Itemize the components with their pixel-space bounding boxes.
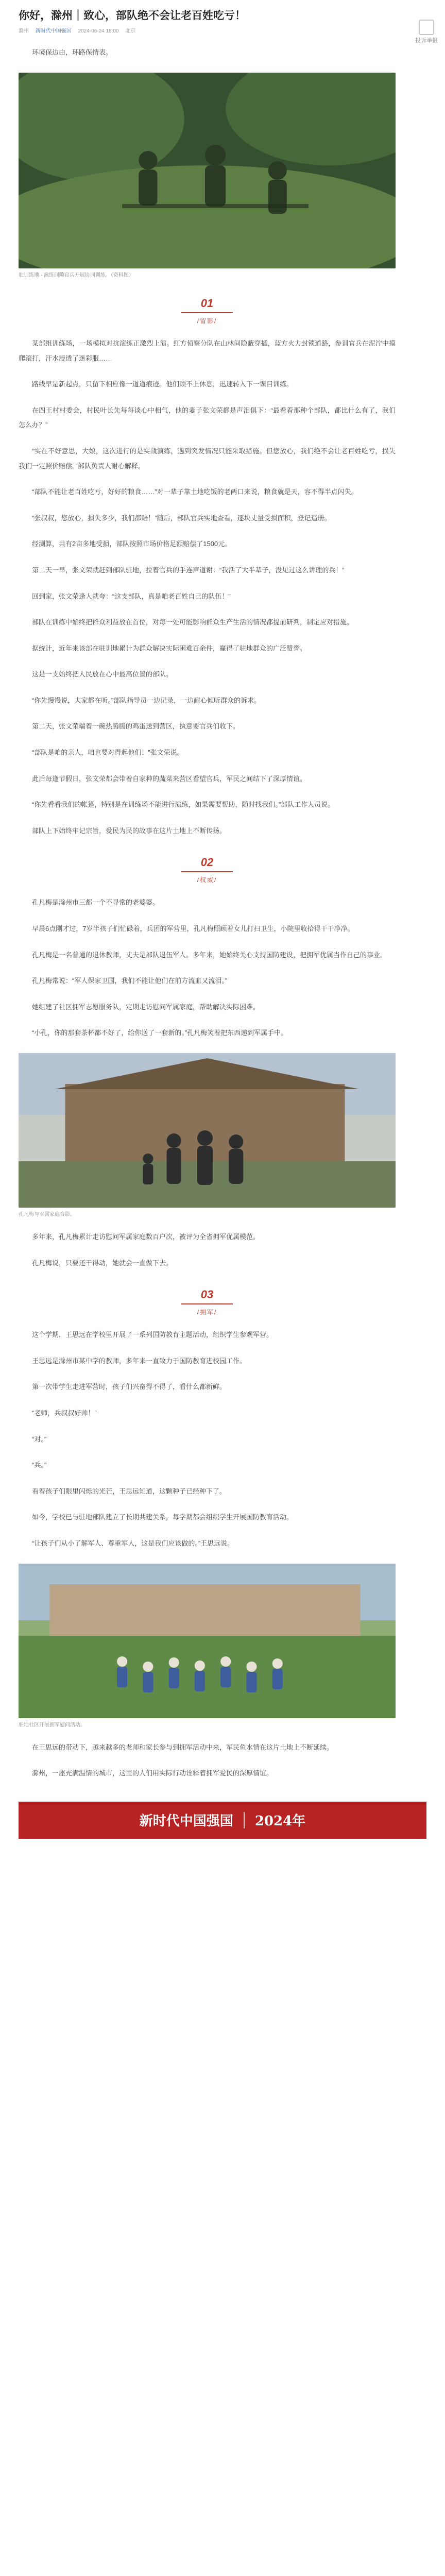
section-heading-3 xyxy=(19,1288,396,1316)
paragraph: 第二天一早，张文荣就赶到部队驻地，拉着官兵的手连声道谢：“我活了大半辈子，没见过这么讲理的兵！” xyxy=(32,566,345,574)
paragraph: 第二天，张文荣端着一碗热腾腾的鸡蛋送到营区，执意要官兵们收下。 xyxy=(32,722,240,731)
section-label: /留影/ xyxy=(197,317,217,325)
figure-caption: 孔凡梅与军属家庭合影。 xyxy=(19,1212,75,1218)
paragraph: 经测算，共有2亩多地受损，部队按照市场价格足额赔偿了1500元。 xyxy=(32,540,232,548)
paragraph: “张叔叔，您放心，损失多少，我们都赔！”随后，部队官兵实地查看，逐块丈量受损面积，登记造册。 xyxy=(32,514,331,522)
article-title: 你好，滁州｜致心，部队绝不会让老百姓吃亏！ xyxy=(19,10,246,22)
section-number: 03 xyxy=(200,1288,214,1301)
paragraph: 在四王村村委会，村民叶长先每每谈心中相气，他的妻子张文荣都是声泪俱下：“最看着那种个部队，都比什么有了，我们怎么办？” xyxy=(19,406,396,429)
section-divider xyxy=(181,312,233,313)
footer-year: 2024年 xyxy=(254,1814,306,1829)
paragraph: 看着孩子们眼里闪烁的光芒，王思远知道，这颗种子已经种下了。 xyxy=(32,1487,227,1495)
paragraph: “对。” xyxy=(32,1435,47,1443)
figure-caption: 驻地社区开展拥军慰问活动。 xyxy=(19,1722,85,1728)
figure-family xyxy=(19,1053,396,1218)
article-author: 滁州 xyxy=(19,28,29,35)
paragraph: 孔凡梅是一名普通的退休教师，丈夫是部队退伍军人。多年来，她始终关心支持国防建设，把拥军优属当作自己的事业。 xyxy=(32,951,387,959)
paragraph: “让孩子们从小了解军人、尊重军人，这是我们应该做的。”王思远说。 xyxy=(32,1539,234,1547)
paragraph: 多年来，孔凡梅累计走访慰问军属家庭数百户次，被评为全省拥军优属模范。 xyxy=(32,1233,260,1241)
figure-training xyxy=(19,73,396,279)
figure-school xyxy=(19,1564,396,1729)
article-body xyxy=(0,45,445,1781)
paragraph: 孔凡梅常说：“军人保家卫国，我们不能让他们在前方流血又流泪。” xyxy=(32,977,228,985)
paragraph: 部队上下始终牢记宗旨，爱民为民的故事在这片土地上不断传扬。 xyxy=(32,826,227,835)
footer-brand-banner xyxy=(19,1802,426,1839)
school-photo xyxy=(19,1564,396,1718)
section-divider xyxy=(181,871,233,872)
article-meta xyxy=(19,26,416,34)
section-label: /权威/ xyxy=(197,876,217,884)
footer-brand-name: 新时代中国强国 xyxy=(139,1814,233,1829)
paragraph: 在王思远的带动下，越来越多的老师和家长参与到拥军活动中来，军民鱼水情在这片土地上不断延续。 xyxy=(32,1743,334,1751)
paragraph: “老师，兵叔叔好帅！” xyxy=(32,1409,97,1417)
report-icon xyxy=(419,20,434,35)
training-photo xyxy=(19,73,396,268)
report-sidebar[interactable] xyxy=(411,20,442,44)
section-number: 01 xyxy=(200,296,214,310)
paragraph: 此后每逢节假日，张文荣都会带着自家种的蔬菜来营区看望官兵，军民之间结下了深厚情谊。 xyxy=(32,774,307,783)
paragraph: 部队在训练中始终把群众利益放在首位，对每一处可能影响群众生产生活的情况都提前研判，制定应对措施。 xyxy=(32,618,354,626)
paragraph: 据统计，近年来该部在驻训地累计为群众解决实际困难百余件，赢得了驻地群众的广泛赞誉。 xyxy=(32,644,307,652)
paragraph: 孔凡梅说，只要还干得动，她就会一直做下去。 xyxy=(32,1259,173,1267)
paragraph: “你先看看我们的帐篷，特别是在训练场不能进行演练，如果需要帮助，随时找我们。”部队工作人员说。 xyxy=(32,801,335,809)
paragraph: “部队不能让老百姓吃亏，好好的粮食……”对一辈子靠土地吃饭的老两口来说，粮食就是天，容不得半点闪失。 xyxy=(32,488,358,496)
section-number: 02 xyxy=(200,856,214,869)
article-header xyxy=(0,0,445,34)
paragraph: “兵。” xyxy=(32,1461,47,1469)
section-label: /拥军/ xyxy=(197,1309,217,1316)
paragraph: “小孔，你的那套茶杯都不好了，给你送了一套新的。”孔凡梅笑着把东西递到军属手中。 xyxy=(32,1029,288,1037)
figure-caption: 驻训练地 · 演练间隙官兵开展协同训练。（资料图） xyxy=(19,272,134,278)
section-heading-2 xyxy=(19,856,396,884)
paragraph: 第一次带学生走进军营时，孩子们兴奋得不得了，看什么都新鲜。 xyxy=(32,1383,227,1391)
paragraph: 某部组训练场，一场模拟对抗演练正激烈上演。红方侦察分队在山林间隐蔽穿插，蓝方火力封锁道路，参训官兵在泥泞中摸爬滚打，汗水浸透了迷彩服…… xyxy=(19,339,396,362)
footer-separator xyxy=(244,1812,245,1828)
paragraph: 这个学期，王思远在学校里开展了一系列国防教育主题活动，组织学生参观军营。 xyxy=(32,1331,273,1339)
article-date: 2024-06-24 18:00 xyxy=(78,28,119,35)
paragraph: “部队是咱的亲人，咱也要对得起他们！”张文荣说。 xyxy=(32,749,184,757)
paragraph: 她组建了社区拥军志愿服务队，定期走访慰问军属家庭，帮助解决实际困难。 xyxy=(32,1003,260,1011)
paragraph: 如今，学校已与驻地部队建立了长期共建关系，每学期都会组织学生开展国防教育活动。 xyxy=(32,1513,294,1521)
family-photo xyxy=(19,1053,396,1208)
paragraph: 滁州，一座充满温情的城市，这里的人们用实际行动诠释着拥军爱民的深厚情谊。 xyxy=(32,1769,273,1777)
paragraph: 环境保边由，环路保情表。 xyxy=(32,48,113,57)
report-label: 投诉举报 xyxy=(415,37,438,44)
paragraph: 路线早是新起点，只留下相应像一道道痕迹。他们顾不上休息，迅速转入下一课目训练。 xyxy=(32,380,294,388)
article-source-link[interactable]: 新时代中国强国 xyxy=(35,28,72,35)
paragraph: “你先慢慢说，大家都在听。”部队指导员一边记录，一边耐心倾听群众的诉求。 xyxy=(32,696,261,704)
paragraph: 回到家，张文荣逢人就夸：“这支部队，真是咱老百姓自己的队伍！” xyxy=(32,592,231,600)
paragraph: 孔凡梅是滁州市三都一个不寻常的老婆婆。 xyxy=(32,899,160,907)
paragraph: 这是一支始终把人民放在心中最高位置的部队。 xyxy=(32,670,173,679)
paragraph: 早晨6点刚才过，7岁半孩子们忙碌着，兵团的军营里，孔凡梅照顾着女儿打扫卫生，小院里收拾得干干净净。 xyxy=(32,925,354,933)
paragraph: “实在不好意思，大娘，这次进行的是实战演练，遇到突发情况只能采取措施。但您放心，我们绝不会让老百姓吃亏，损失我们一定照价赔偿。”部队负责人耐心解释。 xyxy=(19,447,396,470)
paragraph: 王思远是滁州市某中学的教师，多年来一直致力于国防教育进校园工作。 xyxy=(32,1357,247,1365)
section-heading-1 xyxy=(19,297,396,325)
article-location: 北京 xyxy=(125,28,136,35)
section-divider xyxy=(181,1303,233,1304)
